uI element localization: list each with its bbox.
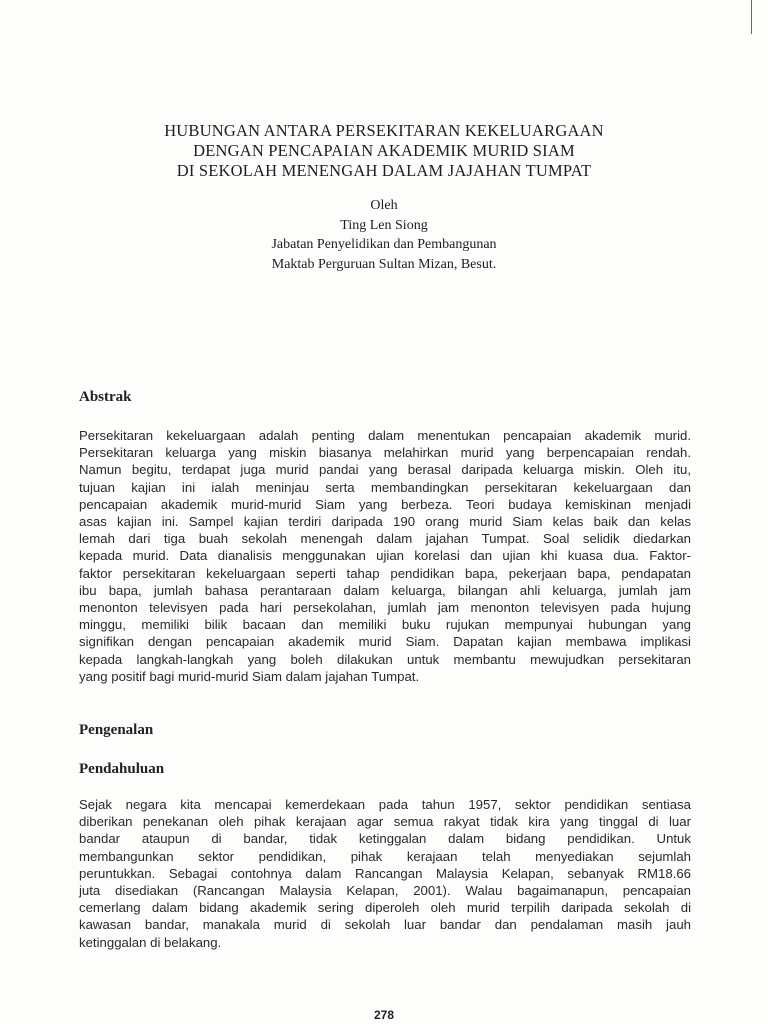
title-line: HUBUNGAN ANTARA PERSEKITARAN KEKELUARGAAN	[164, 121, 604, 140]
intro-paragraph	[79, 796, 691, 951]
text-line: membangunkan sektor pendidikan, pihak kerajaan telah menyediakan sejumlah	[79, 848, 691, 864]
text-line: kepada langkah-langkah yang boleh dilakukan untuk membantu mewujudkan persekitaran	[79, 651, 691, 667]
text-line: signifikan dengan pencapaian akademik murid Siam. Dapatan kajian membawa implikasi	[79, 634, 691, 650]
text-line: pencapaian akademik murid-murid Siam yang berbeza. Teori budaya kemiskinan menjadi	[79, 496, 691, 512]
abstract-heading: Abstrak	[79, 389, 132, 405]
section-heading: Pengenalan	[79, 722, 154, 738]
text-line: cemerlang dalam bidang akademik sering diperoleh oleh murid terpilih daripada sekolah di	[79, 900, 691, 916]
author-department: Jabatan Penyelidikan dan Pembangunan	[271, 237, 497, 252]
text-line: menonton televisyen pada hari persekolahan, jumlah jam menonton televisyen pada hujung	[79, 600, 691, 616]
text-line: juta disediakan (Rancangan Malaysia Kelapan, 2001). Walau bagaimanapun, pencapaian	[79, 883, 691, 899]
subsection-heading: Pendahuluan	[79, 761, 165, 777]
text-line: bandar ataupun di bandar, tidak ketinggalan dalam bidang pendidikan. Untuk	[79, 831, 691, 847]
text-line: diberikan penekanan oleh pihak kerajaan agar semua rakyat tidak kira yang tinggal di luar	[79, 814, 691, 830]
text-line: minggu, memiliki bilik bacaan dan memiliki buku rujukan mempunyai hubungan yang	[79, 617, 691, 633]
author-institution: Maktab Perguruan Sultan Mizan, Besut.	[271, 256, 497, 272]
byline-prefix: Oleh	[370, 198, 398, 213]
title-line: DENGAN PENCAPAIAN AKADEMIK MURID SIAM	[193, 141, 575, 160]
paper-title	[80, 121, 688, 181]
page-number: 278	[373, 1008, 395, 1022]
text-line: Persekitaran kekeluargaan adalah penting dalam menentukan pencapaian akademik murid.	[79, 428, 691, 443]
text-line: kawasan bandar, manakala murid di sekolah luar bandar dan pendalaman masih jauh	[79, 917, 691, 933]
text-line: Persekitaran keluarga yang miskin biasanya melahirkan murid yang berpencapaian rendah.	[79, 445, 691, 461]
text-line: asas kajian ini. Sampel kajian terdiri daripada 190 orang murid Siam kelas baik dan kelas	[79, 514, 691, 530]
text-line: Sejak negara kita mencapai kemerdekaan pada tahun 1957, sektor pendidikan sentiasa	[79, 797, 691, 812]
abstract-paragraph	[79, 427, 691, 685]
text-line: faktor persekitaran kekeluargaan seperti tahap pendidikan bapa, pekerjaan bapa, pendapatan	[79, 565, 691, 581]
author-name: Ting Len Siong	[340, 217, 428, 233]
text-line: tujuan kajian ini ialah meninjau serta membandingkan persekitaran kekeluargaan dan	[79, 479, 691, 495]
text-line: kepada murid. Data dianalisis menggunakan ujian korelasi dan ujian khi kuasa dua. Faktor-	[79, 548, 691, 564]
scan-edge-line	[751, 0, 752, 34]
text-line: lemah dari tiga buah sekolah menengah dalam jajahan Tumpat. Soal selidik diedarkan	[79, 531, 691, 547]
text-line: ketinggalan di belakang.	[79, 934, 222, 950]
text-line: yang positif bagi murid-murid Siam dalam jajahan Tumpat.	[79, 668, 420, 684]
text-line: peruntukkan. Sebagai contohnya dalam Rancangan Malaysia Kelapan, sebanyak RM18.66	[79, 865, 691, 881]
text-line: ibu bapa, jumlah bahasa perantaraan dalam keluarga, bilangan ahli keluarga, jumlah jam	[79, 582, 691, 598]
title-line: DI SEKOLAH MENENGAH DALAM JAJAHAN TUMPAT	[176, 161, 592, 180]
text-line: Namun begitu, terdapat juga murid pandai yang berasal daripada keluarga miskin. Oleh itu,	[79, 462, 691, 478]
author-byline	[180, 196, 588, 274]
